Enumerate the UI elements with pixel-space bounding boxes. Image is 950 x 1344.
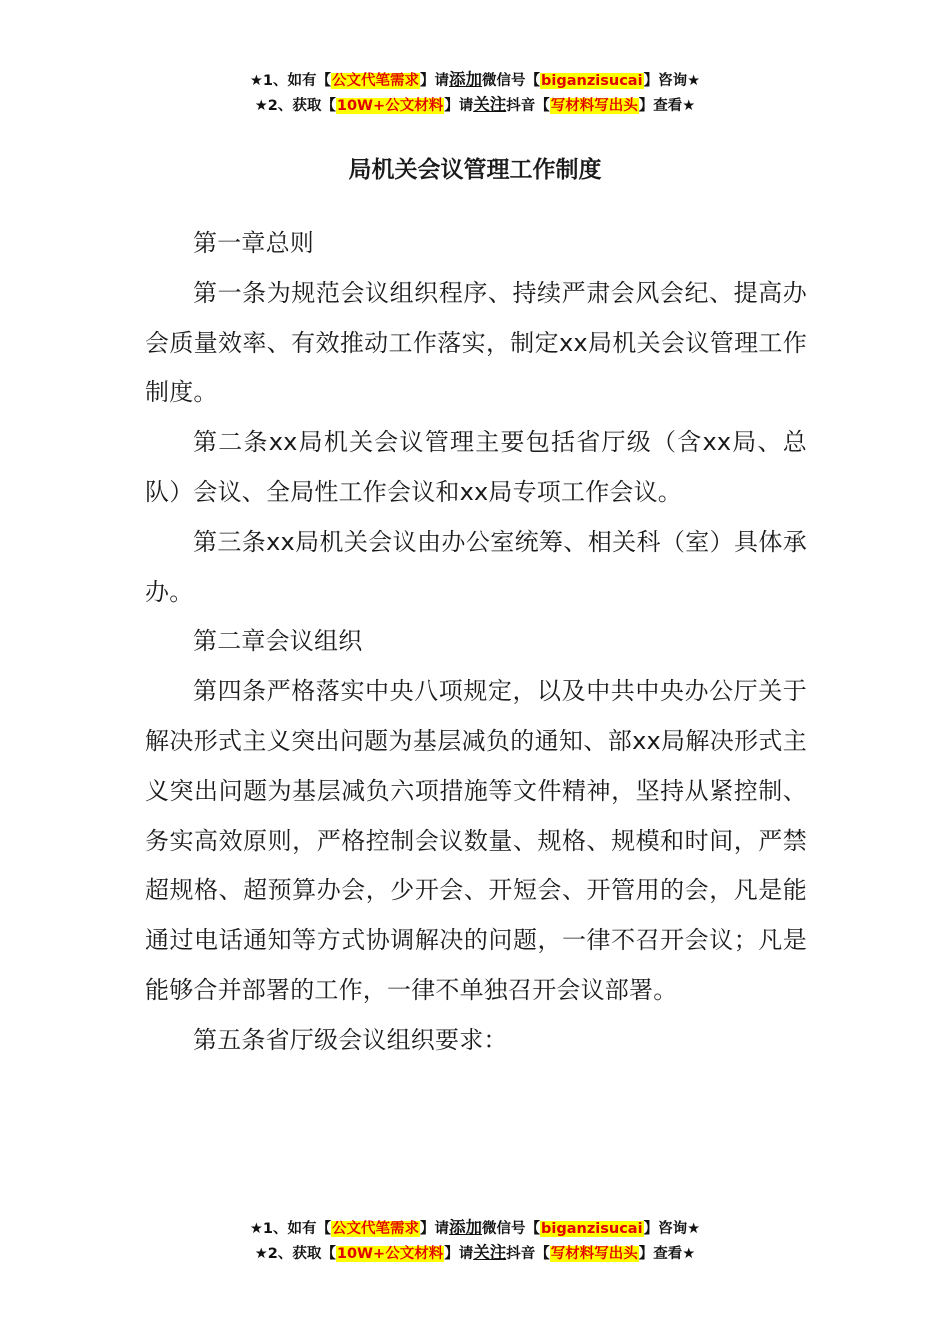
promo-emphasis: 关注 [473, 1243, 507, 1262]
promo-highlight: 公文代笔需求 [332, 1221, 420, 1237]
promo-text: 抖音【 [506, 1246, 550, 1262]
article-paragraph: 第四条严格落实中央八项规定，以及中共中央办公厅关于解决形式主义突出问题为基层减负的通知、部xx局解决形式主义突出问题为基层减负六项措施等文件精神，坚持从紧控制、务实高效原则，严格控制会议数量、规格、规模和时间，严禁超规格、超预算办会，少开会、开短会、开管用的会，凡是能通过电话通知等方式协调解决的问题，一律不召开会议；凡是能够合并部署的工作，一律不单独召开会议部署。 [145, 677, 807, 1004]
promo-highlight: biganzisucai [541, 1221, 643, 1237]
promo-highlight: 公文代笔需求 [332, 73, 420, 89]
promo-text: 】咨询★ [643, 1221, 701, 1237]
promo-text: 抖音【 [506, 98, 550, 114]
top-promo-banner [0, 68, 950, 118]
promo-emphasis: 关注 [473, 95, 507, 114]
promo-line-1 [0, 68, 950, 93]
promo-highlight: 写材料写出头 [550, 98, 638, 114]
document-body [145, 219, 807, 1066]
article-paragraph: 第一条为规范会议组织程序、持续严肃会风会纪、提高办会质量效率、有效推动工作落实，制定xx局机关会议管理工作制度。 [145, 278, 807, 407]
chapter-heading: 第一章总则 [193, 229, 314, 257]
promo-text: ★2、获取【 [254, 98, 336, 114]
promo-text: 】请 [444, 98, 474, 114]
promo-text: ★2、获取【 [254, 1246, 336, 1262]
promo-text: ★1、如有【 [249, 1221, 332, 1237]
promo-emphasis: 添加 [449, 1218, 483, 1237]
promo-highlight: 写材料写出头 [550, 1246, 638, 1262]
promo-text: 微信号【 [482, 1221, 541, 1237]
promo-text: ★1、如有【 [249, 73, 332, 89]
promo-line-1 [0, 1216, 950, 1241]
article-paragraph: 第三条xx局机关会议由办公室统筹、相关科（室）具体承办。 [145, 527, 807, 606]
promo-emphasis: 添加 [449, 70, 483, 89]
chapter-heading: 第二章会议组织 [193, 627, 363, 656]
promo-highlight: biganzisucai [541, 73, 643, 89]
promo-text: 】查看★ [638, 1246, 696, 1262]
promo-line-2 [0, 1241, 950, 1266]
bottom-promo-banner [0, 1216, 950, 1266]
promo-highlight: 10W+公文材料 [336, 98, 444, 114]
article-paragraph: 第二条xx局机关会议管理主要包括省厅级（含xx局、总队）会议、全局性工作会议和xx局专项工作会议。 [145, 428, 807, 506]
document-title: 局机关会议管理工作制度 [348, 157, 602, 183]
promo-text: 】请 [444, 1246, 474, 1262]
promo-text: 】请 [420, 73, 450, 89]
promo-line-2 [0, 93, 950, 118]
article-paragraph: 第五条省厅级会议组织要求： [193, 1025, 508, 1054]
promo-highlight: 10W+公文材料 [336, 1246, 444, 1262]
promo-text: 】咨询★ [643, 73, 701, 89]
promo-text: 】请 [420, 1221, 450, 1237]
promo-text: 】查看★ [638, 98, 696, 114]
promo-text: 微信号【 [482, 73, 541, 89]
